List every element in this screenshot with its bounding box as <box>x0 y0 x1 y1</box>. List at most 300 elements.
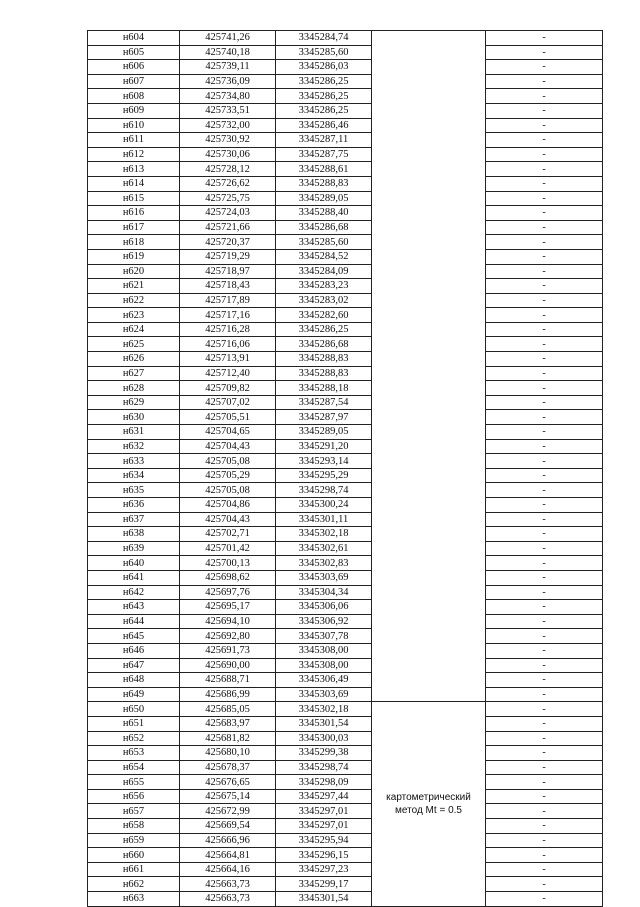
x-coordinate-cell: 425718,43 <box>180 279 276 294</box>
x-coordinate-cell: 425704,43 <box>180 512 276 527</box>
y-coordinate-cell: 3345298,09 <box>276 775 372 790</box>
point-id-cell: н608 <box>88 89 180 104</box>
x-coordinate-cell: 425701,42 <box>180 541 276 556</box>
x-coordinate-cell: 425724,03 <box>180 206 276 221</box>
note-cell: - <box>486 570 603 585</box>
note-cell: - <box>486 439 603 454</box>
note-cell: - <box>486 848 603 863</box>
point-id-cell: н613 <box>88 162 180 177</box>
coordinates-table <box>87 30 603 907</box>
note-cell: - <box>486 31 603 46</box>
table-row <box>88 702 603 717</box>
table-row <box>88 293 603 308</box>
point-id-cell: н614 <box>88 176 180 191</box>
y-coordinate-cell: 3345299,38 <box>276 746 372 761</box>
point-id-cell: н658 <box>88 819 180 834</box>
x-coordinate-cell: 425695,17 <box>180 600 276 615</box>
point-id-cell: н605 <box>88 45 180 60</box>
table-row <box>88 629 603 644</box>
note-cell: - <box>486 249 603 264</box>
note-cell: - <box>486 381 603 396</box>
table-row <box>88 643 603 658</box>
x-coordinate-cell: 425719,29 <box>180 249 276 264</box>
note-cell: - <box>486 629 603 644</box>
table-row <box>88 235 603 250</box>
y-coordinate-cell: 3345306,49 <box>276 673 372 688</box>
point-id-cell: н607 <box>88 74 180 89</box>
table-row <box>88 527 603 542</box>
point-id-cell: н651 <box>88 716 180 731</box>
note-cell: - <box>486 308 603 323</box>
note-cell: - <box>486 687 603 702</box>
y-coordinate-cell: 3345308,00 <box>276 643 372 658</box>
x-coordinate-cell: 425700,13 <box>180 556 276 571</box>
point-id-cell: н632 <box>88 439 180 454</box>
table-row <box>88 118 603 133</box>
y-coordinate-cell: 3345285,60 <box>276 45 372 60</box>
note-cell: - <box>486 74 603 89</box>
point-id-cell: н659 <box>88 833 180 848</box>
point-id-cell: н617 <box>88 220 180 235</box>
note-cell: - <box>486 60 603 75</box>
x-coordinate-cell: 425675,14 <box>180 789 276 804</box>
point-id-cell: н622 <box>88 293 180 308</box>
point-id-cell: н649 <box>88 687 180 702</box>
note-cell: - <box>486 833 603 848</box>
y-coordinate-cell: 3345291,20 <box>276 439 372 454</box>
y-coordinate-cell: 3345301,54 <box>276 892 372 907</box>
point-id-cell: н627 <box>88 366 180 381</box>
y-coordinate-cell: 3345287,11 <box>276 133 372 148</box>
point-id-cell: н624 <box>88 322 180 337</box>
y-coordinate-cell: 3345297,01 <box>276 804 372 819</box>
x-coordinate-cell: 425718,97 <box>180 264 276 279</box>
note-cell: - <box>486 512 603 527</box>
table-row <box>88 658 603 673</box>
x-coordinate-cell: 425728,12 <box>180 162 276 177</box>
point-id-cell: н630 <box>88 410 180 425</box>
x-coordinate-cell: 425694,10 <box>180 614 276 629</box>
table-row <box>88 804 603 819</box>
note-cell: - <box>486 133 603 148</box>
y-coordinate-cell: 3345286,68 <box>276 337 372 352</box>
note-cell: - <box>486 658 603 673</box>
note-cell: - <box>486 483 603 498</box>
y-coordinate-cell: 3345286,46 <box>276 118 372 133</box>
x-coordinate-cell: 425672,99 <box>180 804 276 819</box>
table-row <box>88 162 603 177</box>
table-row <box>88 600 603 615</box>
y-coordinate-cell: 3345288,61 <box>276 162 372 177</box>
point-id-cell: н641 <box>88 570 180 585</box>
y-coordinate-cell: 3345304,34 <box>276 585 372 600</box>
table-row <box>88 454 603 469</box>
x-coordinate-cell: 425741,26 <box>180 31 276 46</box>
y-coordinate-cell: 3345303,69 <box>276 570 372 585</box>
note-cell: - <box>486 176 603 191</box>
note-cell: - <box>486 352 603 367</box>
x-coordinate-cell: 425664,16 <box>180 862 276 877</box>
y-coordinate-cell: 3345289,05 <box>276 425 372 440</box>
point-id-cell: н625 <box>88 337 180 352</box>
x-coordinate-cell: 425704,43 <box>180 439 276 454</box>
point-id-cell: н657 <box>88 804 180 819</box>
note-cell: - <box>486 206 603 221</box>
x-coordinate-cell: 425691,73 <box>180 643 276 658</box>
table-row <box>88 760 603 775</box>
y-coordinate-cell: 3345302,18 <box>276 702 372 717</box>
x-coordinate-cell: 425733,51 <box>180 103 276 118</box>
point-id-cell: н647 <box>88 658 180 673</box>
y-coordinate-cell: 3345286,68 <box>276 220 372 235</box>
point-id-cell: н638 <box>88 527 180 542</box>
note-cell: - <box>486 89 603 104</box>
note-cell: - <box>486 673 603 688</box>
table-row <box>88 439 603 454</box>
note-cell: - <box>486 731 603 746</box>
table-row <box>88 133 603 148</box>
point-id-cell: н642 <box>88 585 180 600</box>
table-row <box>88 541 603 556</box>
table-row <box>88 877 603 892</box>
x-coordinate-cell: 425705,08 <box>180 454 276 469</box>
x-coordinate-cell: 425680,10 <box>180 746 276 761</box>
x-coordinate-cell: 425704,65 <box>180 425 276 440</box>
point-id-cell: н660 <box>88 848 180 863</box>
x-coordinate-cell: 425678,37 <box>180 760 276 775</box>
point-id-cell: н633 <box>88 454 180 469</box>
table-row <box>88 483 603 498</box>
note-cell: - <box>486 804 603 819</box>
note-cell: - <box>486 892 603 907</box>
note-cell: - <box>486 746 603 761</box>
table-row <box>88 556 603 571</box>
table-row <box>88 337 603 352</box>
point-id-cell: н610 <box>88 118 180 133</box>
point-id-cell: н661 <box>88 862 180 877</box>
y-coordinate-cell: 3345298,74 <box>276 760 372 775</box>
table-row <box>88 366 603 381</box>
note-cell: - <box>486 541 603 556</box>
table-row <box>88 468 603 483</box>
point-id-cell: н604 <box>88 31 180 46</box>
y-coordinate-cell: 3345282,60 <box>276 308 372 323</box>
note-cell: - <box>486 702 603 717</box>
note-cell: - <box>486 600 603 615</box>
x-coordinate-cell: 425663,73 <box>180 877 276 892</box>
x-coordinate-cell: 425705,29 <box>180 468 276 483</box>
point-id-cell: н626 <box>88 352 180 367</box>
x-coordinate-cell: 425704,86 <box>180 498 276 513</box>
y-coordinate-cell: 3345301,11 <box>276 512 372 527</box>
point-id-cell: н635 <box>88 483 180 498</box>
point-id-cell: н631 <box>88 425 180 440</box>
table-row <box>88 74 603 89</box>
y-coordinate-cell: 3345299,17 <box>276 877 372 892</box>
table-row <box>88 892 603 907</box>
table-row <box>88 381 603 396</box>
y-coordinate-cell: 3345295,29 <box>276 468 372 483</box>
x-coordinate-cell: 425707,02 <box>180 395 276 410</box>
table-row <box>88 206 603 221</box>
note-cell: - <box>486 410 603 425</box>
table-row <box>88 176 603 191</box>
y-coordinate-cell: 3345286,25 <box>276 103 372 118</box>
x-coordinate-cell: 425725,75 <box>180 191 276 206</box>
table-row <box>88 220 603 235</box>
y-coordinate-cell: 3345284,74 <box>276 31 372 46</box>
table-row <box>88 352 603 367</box>
point-id-cell: н611 <box>88 133 180 148</box>
table-row <box>88 264 603 279</box>
note-cell: - <box>486 425 603 440</box>
y-coordinate-cell: 3345296,15 <box>276 848 372 863</box>
note-cell: - <box>486 819 603 834</box>
note-cell: - <box>486 527 603 542</box>
x-coordinate-cell: 425717,16 <box>180 308 276 323</box>
point-id-cell: н654 <box>88 760 180 775</box>
method-cell <box>372 31 486 702</box>
x-coordinate-cell: 425705,51 <box>180 410 276 425</box>
y-coordinate-cell: 3345288,83 <box>276 352 372 367</box>
point-id-cell: н621 <box>88 279 180 294</box>
point-id-cell: н616 <box>88 206 180 221</box>
table-row <box>88 45 603 60</box>
note-cell: - <box>486 775 603 790</box>
y-coordinate-cell: 3345283,23 <box>276 279 372 294</box>
x-coordinate-cell: 425713,91 <box>180 352 276 367</box>
point-id-cell: н644 <box>88 614 180 629</box>
note-cell: - <box>486 556 603 571</box>
x-coordinate-cell: 425705,08 <box>180 483 276 498</box>
note-cell: - <box>486 585 603 600</box>
note-cell: - <box>486 454 603 469</box>
table-row <box>88 89 603 104</box>
table-row <box>88 716 603 731</box>
y-coordinate-cell: 3345283,02 <box>276 293 372 308</box>
point-id-cell: н623 <box>88 308 180 323</box>
y-coordinate-cell: 3345288,40 <box>276 206 372 221</box>
table-row <box>88 308 603 323</box>
y-coordinate-cell: 3345286,25 <box>276 89 372 104</box>
table-row <box>88 789 603 804</box>
note-cell: - <box>486 395 603 410</box>
note-cell: - <box>486 366 603 381</box>
x-coordinate-cell: 425712,40 <box>180 366 276 381</box>
x-coordinate-cell: 425681,82 <box>180 731 276 746</box>
table-row <box>88 819 603 834</box>
x-coordinate-cell: 425683,97 <box>180 716 276 731</box>
table-row <box>88 395 603 410</box>
table-row <box>88 410 603 425</box>
point-id-cell: н662 <box>88 877 180 892</box>
point-id-cell: н615 <box>88 191 180 206</box>
method-cell: картометрический метод Mt = 0.5 <box>372 702 486 906</box>
x-coordinate-cell: 425716,28 <box>180 322 276 337</box>
x-coordinate-cell: 425698,62 <box>180 570 276 585</box>
y-coordinate-cell: 3345298,74 <box>276 483 372 498</box>
point-id-cell: н645 <box>88 629 180 644</box>
point-id-cell: н655 <box>88 775 180 790</box>
table-row <box>88 103 603 118</box>
point-id-cell: н663 <box>88 892 180 907</box>
note-cell: - <box>486 337 603 352</box>
x-coordinate-cell: 425732,00 <box>180 118 276 133</box>
point-id-cell: н650 <box>88 702 180 717</box>
x-coordinate-cell: 425730,06 <box>180 147 276 162</box>
x-coordinate-cell: 425676,65 <box>180 775 276 790</box>
point-id-cell: н619 <box>88 249 180 264</box>
table-row <box>88 512 603 527</box>
point-id-cell: н652 <box>88 731 180 746</box>
note-cell: - <box>486 235 603 250</box>
x-coordinate-cell: 425721,66 <box>180 220 276 235</box>
x-coordinate-cell: 425685,05 <box>180 702 276 717</box>
y-coordinate-cell: 3345308,00 <box>276 658 372 673</box>
table-row <box>88 498 603 513</box>
x-coordinate-cell: 425716,06 <box>180 337 276 352</box>
y-coordinate-cell: 3345284,09 <box>276 264 372 279</box>
x-coordinate-cell: 425663,73 <box>180 892 276 907</box>
table-row <box>88 60 603 75</box>
y-coordinate-cell: 3345285,60 <box>276 235 372 250</box>
point-id-cell: н618 <box>88 235 180 250</box>
y-coordinate-cell: 3345300,03 <box>276 731 372 746</box>
table-row <box>88 31 603 46</box>
point-id-cell: н609 <box>88 103 180 118</box>
y-coordinate-cell: 3345302,83 <box>276 556 372 571</box>
y-coordinate-cell: 3345287,75 <box>276 147 372 162</box>
y-coordinate-cell: 3345288,83 <box>276 176 372 191</box>
point-id-cell: н640 <box>88 556 180 571</box>
table-row <box>88 833 603 848</box>
note-cell: - <box>486 191 603 206</box>
table-row <box>88 585 603 600</box>
x-coordinate-cell: 425739,11 <box>180 60 276 75</box>
note-cell: - <box>486 322 603 337</box>
y-coordinate-cell: 3345286,03 <box>276 60 372 75</box>
table-row <box>88 848 603 863</box>
table-row <box>88 614 603 629</box>
table-row <box>88 746 603 761</box>
y-coordinate-cell: 3345297,44 <box>276 789 372 804</box>
note-cell: - <box>486 162 603 177</box>
note-cell: - <box>486 498 603 513</box>
table-row <box>88 425 603 440</box>
x-coordinate-cell: 425666,96 <box>180 833 276 848</box>
point-id-cell: н636 <box>88 498 180 513</box>
table-row <box>88 731 603 746</box>
note-cell: - <box>486 643 603 658</box>
y-coordinate-cell: 3345289,05 <box>276 191 372 206</box>
x-coordinate-cell: 425686,99 <box>180 687 276 702</box>
y-coordinate-cell: 3345302,61 <box>276 541 372 556</box>
y-coordinate-cell: 3345306,06 <box>276 600 372 615</box>
x-coordinate-cell: 425730,92 <box>180 133 276 148</box>
point-id-cell: н629 <box>88 395 180 410</box>
x-coordinate-cell: 425736,09 <box>180 74 276 89</box>
x-coordinate-cell: 425734,80 <box>180 89 276 104</box>
y-coordinate-cell: 3345287,54 <box>276 395 372 410</box>
y-coordinate-cell: 3345297,23 <box>276 862 372 877</box>
y-coordinate-cell: 3345288,18 <box>276 381 372 396</box>
table-row <box>88 191 603 206</box>
x-coordinate-cell: 425717,89 <box>180 293 276 308</box>
point-id-cell: н643 <box>88 600 180 615</box>
x-coordinate-cell: 425740,18 <box>180 45 276 60</box>
point-id-cell: н606 <box>88 60 180 75</box>
note-cell: - <box>486 293 603 308</box>
note-cell: - <box>486 760 603 775</box>
note-cell: - <box>486 789 603 804</box>
table-row <box>88 673 603 688</box>
y-coordinate-cell: 3345301,54 <box>276 716 372 731</box>
point-id-cell: н648 <box>88 673 180 688</box>
x-coordinate-cell: 425690,00 <box>180 658 276 673</box>
x-coordinate-cell: 425664,81 <box>180 848 276 863</box>
table-row <box>88 322 603 337</box>
x-coordinate-cell: 425692,80 <box>180 629 276 644</box>
y-coordinate-cell: 3345286,25 <box>276 74 372 89</box>
table-row <box>88 687 603 702</box>
y-coordinate-cell: 3345307,78 <box>276 629 372 644</box>
note-cell: - <box>486 147 603 162</box>
table-row <box>88 249 603 264</box>
y-coordinate-cell: 3345288,83 <box>276 366 372 381</box>
x-coordinate-cell: 425709,82 <box>180 381 276 396</box>
y-coordinate-cell: 3345300,24 <box>276 498 372 513</box>
note-cell: - <box>486 220 603 235</box>
note-cell: - <box>486 264 603 279</box>
point-id-cell: н653 <box>88 746 180 761</box>
table-row <box>88 147 603 162</box>
y-coordinate-cell: 3345297,01 <box>276 819 372 834</box>
table-row <box>88 279 603 294</box>
x-coordinate-cell: 425720,37 <box>180 235 276 250</box>
x-coordinate-cell: 425726,62 <box>180 176 276 191</box>
point-id-cell: н620 <box>88 264 180 279</box>
y-coordinate-cell: 3345293,14 <box>276 454 372 469</box>
table-row <box>88 775 603 790</box>
note-cell: - <box>486 45 603 60</box>
note-cell: - <box>486 279 603 294</box>
y-coordinate-cell: 3345302,18 <box>276 527 372 542</box>
note-cell: - <box>486 877 603 892</box>
y-coordinate-cell: 3345295,94 <box>276 833 372 848</box>
point-id-cell: н639 <box>88 541 180 556</box>
table-row <box>88 862 603 877</box>
note-cell: - <box>486 614 603 629</box>
y-coordinate-cell: 3345287,97 <box>276 410 372 425</box>
x-coordinate-cell: 425697,76 <box>180 585 276 600</box>
x-coordinate-cell: 425702,71 <box>180 527 276 542</box>
note-cell: - <box>486 862 603 877</box>
x-coordinate-cell: 425688,71 <box>180 673 276 688</box>
note-cell: - <box>486 716 603 731</box>
note-cell: - <box>486 103 603 118</box>
y-coordinate-cell: 3345306,92 <box>276 614 372 629</box>
point-id-cell: н634 <box>88 468 180 483</box>
note-cell: - <box>486 468 603 483</box>
point-id-cell: н637 <box>88 512 180 527</box>
y-coordinate-cell: 3345284,52 <box>276 249 372 264</box>
y-coordinate-cell: 3345303,69 <box>276 687 372 702</box>
note-cell: - <box>486 118 603 133</box>
y-coordinate-cell: 3345286,25 <box>276 322 372 337</box>
table-row <box>88 570 603 585</box>
point-id-cell: н646 <box>88 643 180 658</box>
point-id-cell: н612 <box>88 147 180 162</box>
